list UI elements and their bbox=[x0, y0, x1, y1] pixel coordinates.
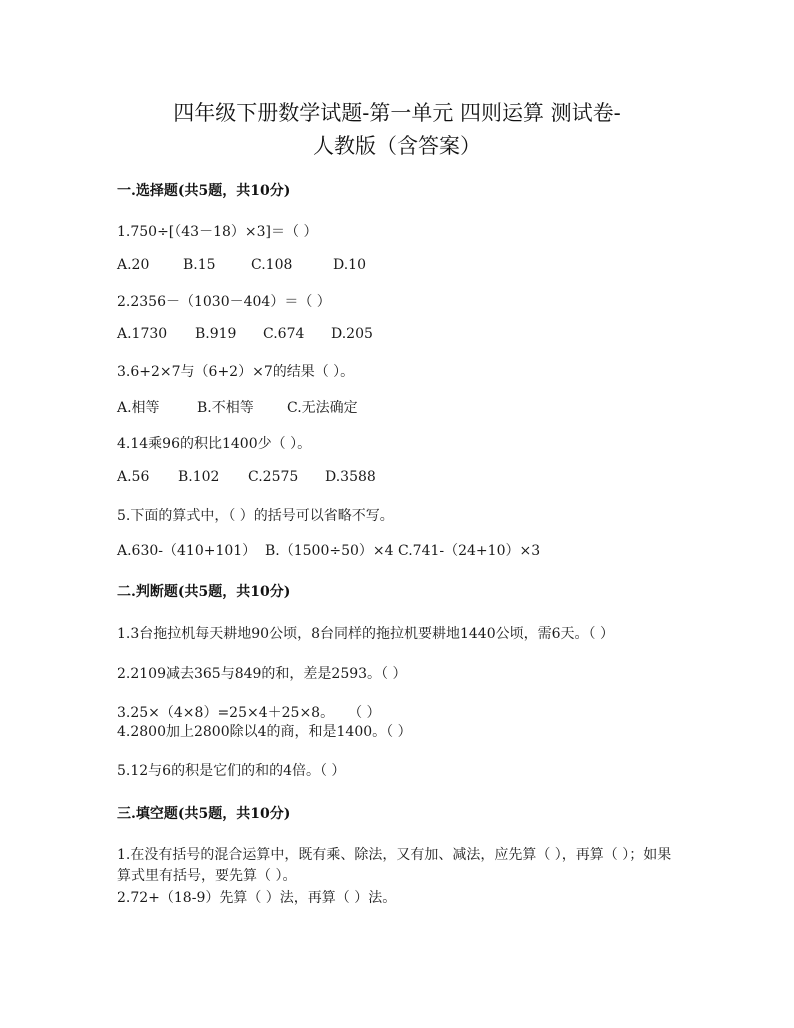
question-5: 5.下面的算式中，（ ）的括号可以省略不写。 bbox=[117, 508, 394, 524]
option-b: B.15 bbox=[183, 257, 216, 273]
section-heading-choice: 一.选择题(共5题，共10分) bbox=[117, 183, 291, 199]
judge-question-1: 1.3台拖拉机每天耕地90公顷，8台同样的拖拉机要耕地1440公顷，需6天。（ ） bbox=[117, 626, 614, 642]
option-c: C.674 bbox=[263, 326, 305, 342]
fill-question-1: 1.在没有括号的混合运算中，既有乘、除法，又有加、减法，应先算（ ），再算（ ）；如果算式里有括号，要先算（ ）。 bbox=[117, 847, 672, 884]
question-2: 2.2356－（1030－404）＝（ ） bbox=[117, 294, 331, 310]
question-1: 1.750÷[（43－18）×3]＝（ ） bbox=[117, 224, 318, 240]
option-b: B.102 bbox=[178, 469, 220, 485]
judge-question-3: 3.25×（4×8）=25×4＋25×8。 （ ） bbox=[117, 705, 381, 721]
options-5 bbox=[117, 540, 540, 560]
question-3: 3.6+2×7与（6+2）×7的结果（ ）。 bbox=[117, 364, 355, 380]
option-b: B.不相等 bbox=[197, 400, 254, 416]
option-a: A.1730 bbox=[117, 326, 168, 342]
options-2 bbox=[117, 326, 373, 342]
option-d: D.3588 bbox=[325, 469, 376, 485]
judge-question-2: 2.2109减去365与849的和，差是2593。（ ） bbox=[117, 666, 407, 682]
options-1 bbox=[117, 257, 366, 273]
judge-question-4: 4.2800加上2800除以4的商，和是1400。（ ） bbox=[117, 724, 412, 740]
option-c: C.2575 bbox=[248, 469, 299, 485]
page-title bbox=[0, 97, 794, 163]
option-c: C.741-（24+10）×3 bbox=[398, 543, 541, 559]
option-a: A.20 bbox=[117, 257, 150, 273]
option-a: A.相等 bbox=[117, 400, 160, 416]
option-b: B.919 bbox=[195, 326, 237, 342]
options-4 bbox=[117, 469, 376, 485]
option-b: B.（1500÷50）×4 bbox=[265, 543, 394, 559]
option-a: A.56 bbox=[117, 469, 150, 485]
options-3 bbox=[117, 397, 358, 417]
section-heading-fill: 三.填空题(共5题，共10分) bbox=[117, 806, 291, 822]
fill-question-2: 2.72+（18-9）先算（ ）法，再算（ ）法。 bbox=[117, 890, 397, 906]
option-c: C.无法确定 bbox=[287, 400, 358, 416]
judge-question-5: 5.12与6的积是它们的和的4倍。（ ） bbox=[117, 763, 346, 779]
option-a: A.630-（410+101） bbox=[117, 543, 257, 559]
title-line-1: 四年级下册数学试题-第一单元 四则运算 测试卷- bbox=[173, 101, 621, 125]
option-d: D.10 bbox=[333, 257, 366, 273]
title-line-2: 人教版（含答案） bbox=[313, 134, 481, 158]
option-d: D.205 bbox=[331, 326, 373, 342]
question-4: 4.14乘96的积比1400少（ ）。 bbox=[117, 436, 312, 452]
option-c: C.108 bbox=[251, 257, 293, 273]
section-heading-judge: 二.判断题(共5题，共10分) bbox=[117, 584, 291, 600]
